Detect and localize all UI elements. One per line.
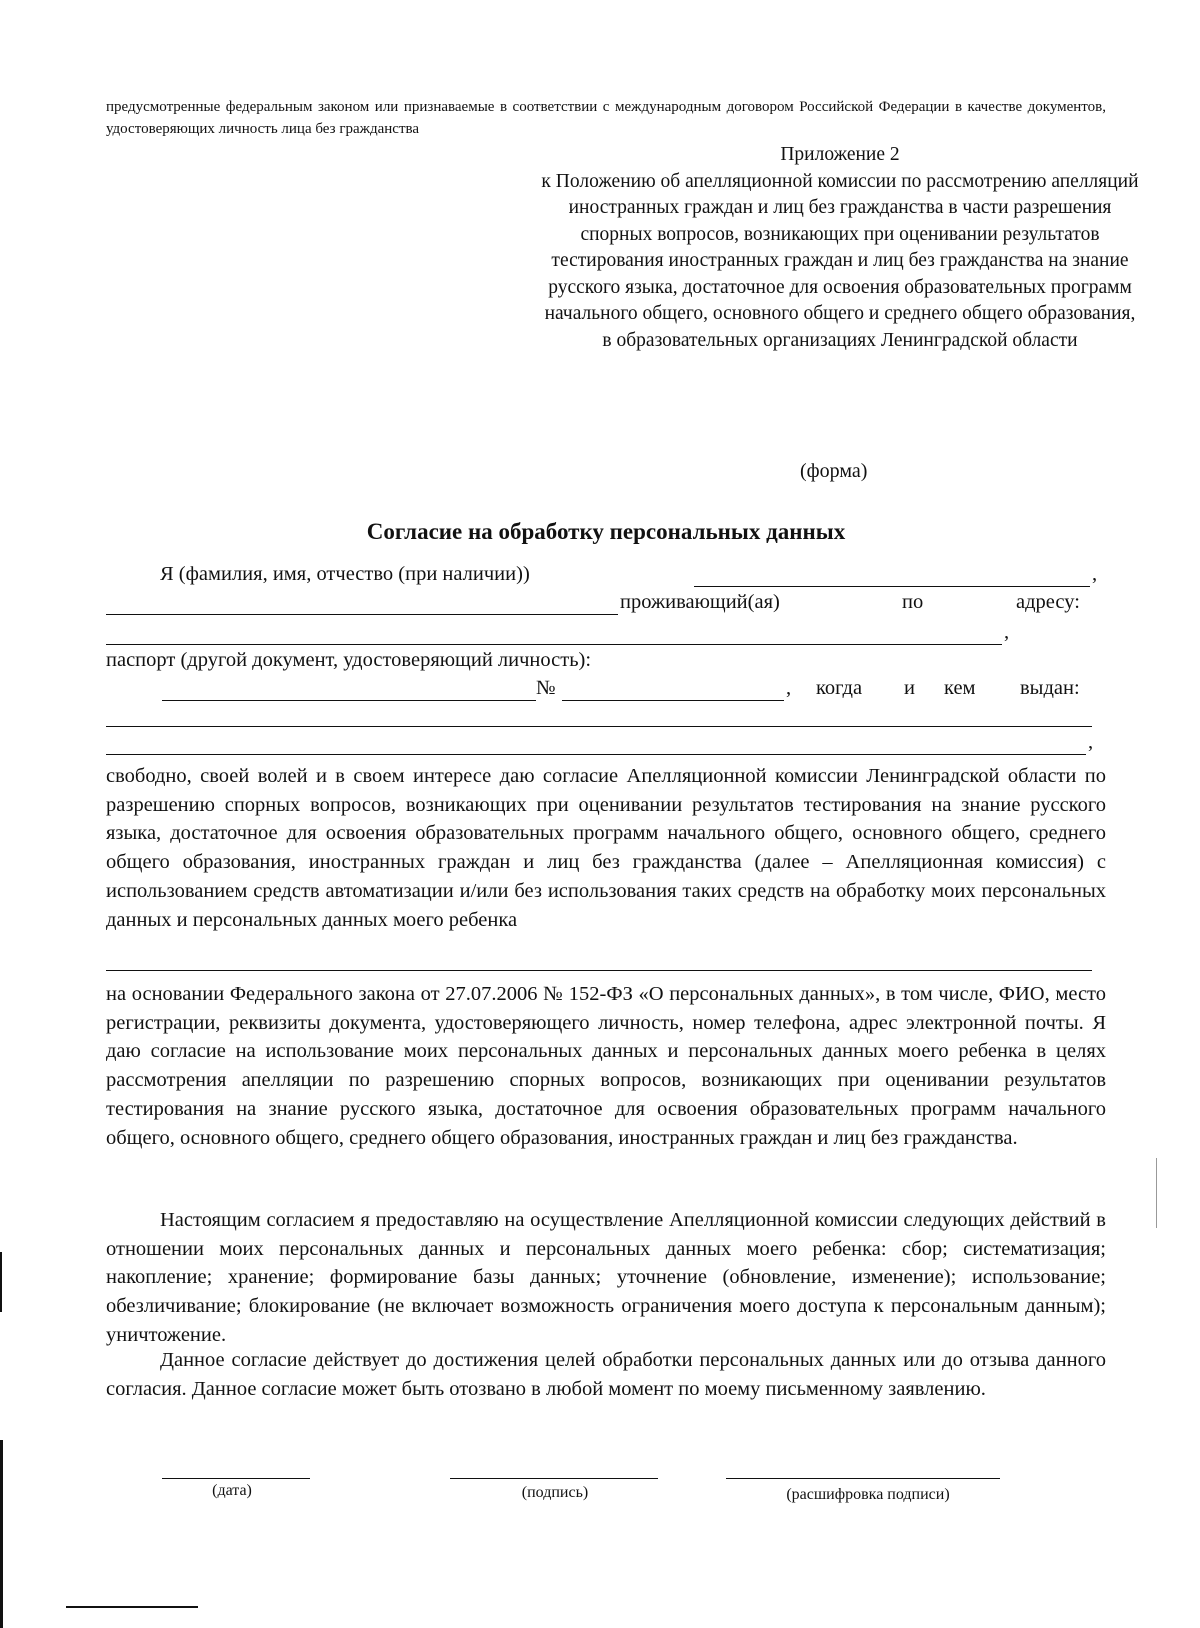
fio-continuation-line[interactable] <box>106 614 618 615</box>
validity-paragraph: Данное согласие действует до достижения целей обработки персональных данных или до отзыва данного согласия. Данное согласие может быть отозвано в любой момент по моему письменному заявлению. <box>106 1349 1106 1400</box>
form-label: (форма) <box>800 460 868 482</box>
number-sign: № <box>536 677 556 699</box>
fio-row <box>106 562 1106 590</box>
issued-line-row-2 <box>106 730 1106 758</box>
address-line-row <box>106 620 1106 648</box>
and-label: и <box>904 677 915 699</box>
comma: , <box>1004 621 1010 643</box>
child-name-field-line[interactable] <box>106 970 1092 971</box>
passport-series-line[interactable] <box>162 700 536 701</box>
page-title: Согласие на обработку персональных данных <box>366 519 846 544</box>
actions-paragraph: Настоящим согласием я предоставляю на осуществление Апелляционной комиссии следующих действий в отношении моих персональных данных и персональных данных моего ребенка: сбор; систематизация; накопление; хранение; формирование базы данных; уточнение (обновление, изменение); использование; обезличивание; блокирование (не включает возможность ограничения моего доступа к персональным данным); уничтожение. <box>106 1209 1106 1346</box>
comma: , <box>1088 731 1094 753</box>
date-line[interactable] <box>162 1478 310 1479</box>
transcript-caption: (расшифровка подписи) <box>786 1486 950 1503</box>
consent-intro-paragraph: свободно, своей волей и в своем интересе даю согласие Апелляционной комиссии Ленинградской области по разрешению спорных вопросов, возникающих при оценивании результатов тестирования на знание русского языка, достаточное для освоения образовательных программ начального общего, основного общего, среднего общего образования, иностранных граждан и лиц без гражданства (далее – Апелляционная комиссия) с использованием средств автоматизации и/или без использования таких средств на обработку моих персональных данных и персональных данных моего ребенка <box>106 765 1106 931</box>
legal-basis-paragraph: на основании Федерального закона от 27.07.2006 № 152-ФЗ «О персональных данных», в том числе, ФИО, место регистрации, реквизиты документа, удостоверяющего личность, номер телефона, адрес электронной почты. Я даю согласие на использование моих персональных данных и персональных данных моего ребенка в целях рассмотрения апелляции по разрешению спорных вопросов, возникающих при оценивании результатов тестирования на знание русского языка, достаточное для освоения образовательных программ начального общего, основного общего, среднего общего образования, иностранных граждан и лиц без гражданства. <box>106 983 1106 1149</box>
passport-number-line[interactable] <box>562 700 784 701</box>
issued-line-row <box>106 702 1106 730</box>
fio-label: Я (фамилия, имя, отчество (при наличии)) <box>160 563 530 585</box>
comma: , <box>786 677 792 699</box>
po-label: по <box>902 591 924 613</box>
passport-number-row <box>106 676 1106 704</box>
signature-line[interactable] <box>450 1478 658 1479</box>
scan-bottom-mark <box>66 1606 198 1608</box>
scan-margin-mark <box>0 1252 2 1312</box>
issued-by-field-line-2[interactable] <box>106 754 1086 755</box>
resides-label: проживающий(ая) <box>620 591 780 613</box>
by-whom-label: кем <box>944 677 976 699</box>
address-label: адресу: <box>1016 591 1080 613</box>
fio-field-line[interactable] <box>694 586 1090 587</box>
scan-margin-bar <box>0 1440 3 1628</box>
issued-label: выдан: <box>1020 677 1080 699</box>
annex-title: Приложение 2 <box>780 144 900 165</box>
passport-label: паспорт (другой документ, удостоверяющий личность): <box>106 649 592 671</box>
address-row <box>106 590 1106 618</box>
annex-body: к Положению об апелляционной комиссии по рассмотрению апелляций иностранных граждан и лиц без гражданства в части разрешения спорных вопросов, возникающих при оценивании результатов тестирования иностранных граждан и лиц без гражданства на знание русского языка, достаточное для освоения образовательных программ начального общего, основного общего и среднего общего образования, в образовательных организациях Ленинградской области <box>541 170 1139 351</box>
child-line-row <box>106 946 1106 974</box>
scan-right-mark <box>1156 1158 1157 1228</box>
passport-row <box>106 648 1106 676</box>
date-caption: (дата) <box>212 1482 252 1499</box>
comma: , <box>1092 563 1098 585</box>
annex-block <box>540 142 1140 354</box>
issued-by-field-line[interactable] <box>106 726 1092 727</box>
footnote-text: предусмотренные федеральным законом или признаваемые в соответствии с международным договором Российской Федерации в качестве документов, удостоверяющих личность лица без гражданства <box>106 99 1106 137</box>
when-label: когда <box>816 677 863 699</box>
address-field-line[interactable] <box>106 644 1002 645</box>
transcript-line[interactable] <box>726 1478 1000 1479</box>
signature-caption: (подпись) <box>521 1484 589 1501</box>
